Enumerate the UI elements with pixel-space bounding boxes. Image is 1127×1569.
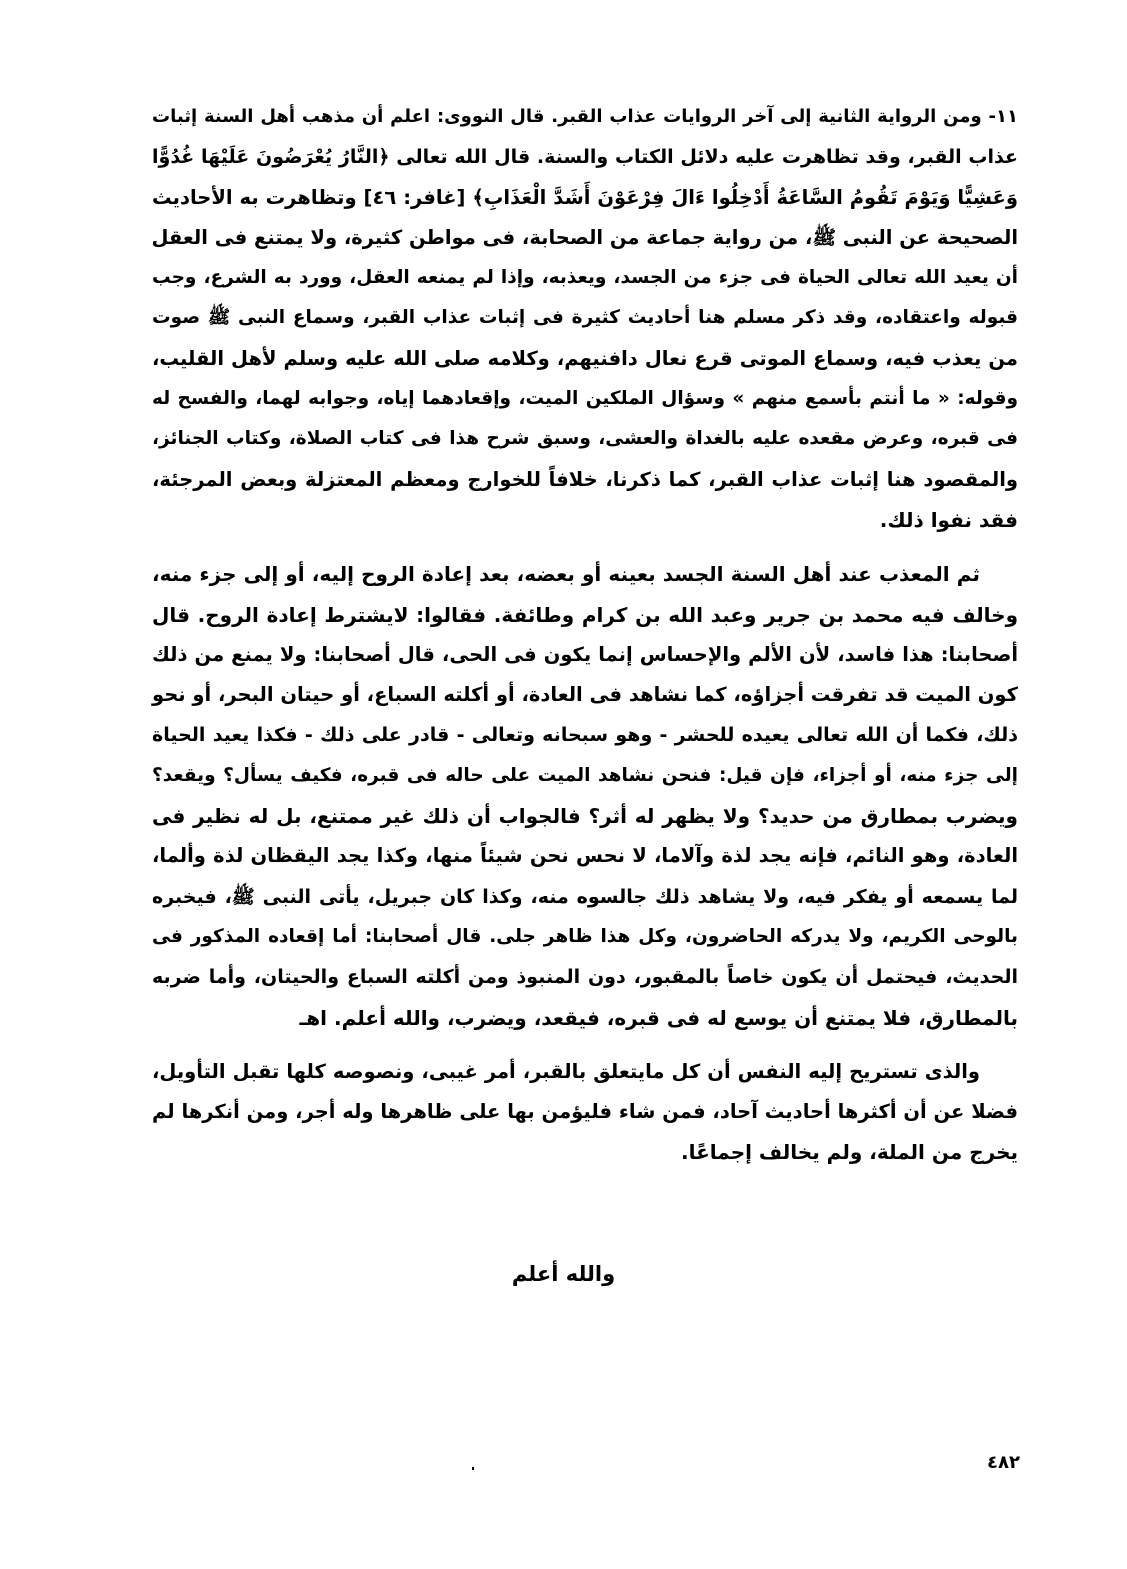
text-line: فضلا عن أن أكثرها أحاديث آحاد، فمن شاء فليؤمن بها على ظاهرها وله أجر، ومن أنكرها لم — [152, 1100, 1018, 1124]
paragraph-2 — [152, 554, 1018, 1038]
text-line: لما يسمعه أو يفكر فيه، ولا يشاهد ذلك جالسوه منه، وكذا كان جبريل، يأتى النبى ﷺ، فيخبره — [152, 885, 1018, 908]
paragraph-3 — [152, 1052, 1018, 1173]
text-line: كون الميت قد تفرقت أجزاؤه، كما نشاهد فى العادة، أو أكلته السباع، أو حيتان البحر، أو نحو — [152, 683, 1018, 707]
text-line: وَعَشِيًّا وَيَوْمَ تَقُومُ السَّاعَةُ أَدْخِلُوا ءَالَ فِرْعَوْنَ أَشَدَّ الْعَذَابِ﴾ [غافر: ٤٦] وتظاهرت به الأحاديث — [152, 185, 1018, 209]
text-line: والمقصود هنا إثبات عذاب القبر، كما ذكرنا، خلافاً للخوارج ومعظم المعتزلة وبعض المرجئة، — [152, 467, 1018, 491]
text-line: من يعذب فيه، وسماع الموتى قرع نعال دافنيهم، وكلامه صلى الله عليه وسلم لأهل القليب، — [152, 346, 1018, 370]
text-line: يخرج من الملة، ولم يخالف إجماعًا. — [681, 1140, 1018, 1165]
text-line: والذى تستريح إليه النفس أن كل مايتعلق بالقبر، أمر غيبى، ونصوصه كلها تقبل التأويل، — [152, 1059, 980, 1083]
text-line: وخالف فيه محمد بن جرير وعبد الله بن كرام وطائفة. فقالوا: لايشترط إعادة الروح. قال — [152, 602, 1018, 627]
paragraph-gap — [152, 1038, 1018, 1052]
text-line: ١١- ومن الرواية الثانية إلى آخر الروايات عذاب القبر. قال النووى: اعلم أن مذهب أهل السنة إثبات — [152, 106, 1018, 127]
text-line: فى قبره، وعرض مقعده عليه بالغداة والعشى، وسبق شرح هذا فى كتاب الصلاة، وكتاب الجنائز، — [152, 428, 1018, 450]
text-line: ذلك، فكما أن الله تعالى يعيده للحشر - وهو سبحانه وتعالى - قادر على ذلك - فكذا يعيد الحياة — [152, 724, 1018, 747]
text-line: أصحابنا: هذا فاسد، لأن الألم والإحساس إنما يكون فى الحى، قال أصحابنا: ولا يمنع من ذلك — [152, 642, 1018, 666]
paragraph-1 — [152, 97, 1018, 540]
page-number: ٤٨٢ — [987, 1452, 1020, 1473]
text-line: العادة، وهو النائم، فإنه يجد لذة وآلاما، لا نحس نحن شيئاً منها، وكذا يجد اليقظان لذة وألما، — [152, 844, 1018, 868]
document-body — [152, 97, 1018, 1173]
scan-speck — [472, 1467, 474, 1470]
text-line: ثم المعذب عند أهل السنة الجسد بعينه أو بعضه، بعد إعادة الروح إليه، أو إلى جزء منه، — [152, 562, 980, 587]
text-line: إلى جزء منه، أو أجزاء، فإن قيل: فنحن نشاهد الميت على حاله فى قبره، فكيف يسأل؟ ويقعد؟ — [152, 764, 1018, 786]
text-line: قبوله واعتقاده، وقد ذكر مسلم هنا أحاديث كثيرة فى إثبات عذاب القبر، وسماع النبى ﷺ صوت — [152, 307, 1018, 329]
text-line: بالمطارق، فلا يمتنع أن يوسع له فى قبره، فيقعد، ويضرب، والله أعلم. اهـ — [299, 1005, 1018, 1030]
closing-phrase: والله أعلم — [511, 1262, 616, 1286]
text-line: الحديث، فيحتمل أن يكون خاصاً بالمقبور، دون المنبوذ ومن أكلته السباع والحيتان، وأما ضربه — [152, 966, 1018, 989]
text-line: الصحيحة عن النبى ﷺ، من رواية جماعة من الصحابة، فى مواطن كثيرة، ولا يمتنع فى العقل — [151, 225, 1018, 249]
text-line: وقوله: « ما أنتم بأسمع منهم » وسؤال الملكين الميت، وإقعادهما إياه، وجوابه لهما، والفسح له — [152, 388, 1018, 410]
text-line: عذاب القبر، وقد تظاهرت عليه دلائل الكتاب والسنة. قال الله تعالى ﴿النَّارُ يُعْرَضُونَ عَلَيْهَا غُدُوًّا — [152, 146, 1018, 169]
text-line: فقد نفوا ذلك. — [879, 507, 1018, 532]
text-line: بالوحى الكريم، ولا يدركه الحاضرون، وكل هذا ظاهر جلى. قال أصحابنا: أما إقعاده المذكور فى — [152, 925, 1018, 947]
text-line: أن يعيد الله تعالى الحياة فى جزء من الجسد، ويعذبه، وإذا لم يمنعه العقل، وورد به الشرع، وجب — [152, 267, 1018, 289]
paragraph-gap — [152, 540, 1018, 554]
text-line: ويضرب بمطارق من حديد؟ ولا يظهر له أثر؟ فالجواب أن ذلك غير ممتنع، بل له نظير فى — [152, 804, 1018, 829]
